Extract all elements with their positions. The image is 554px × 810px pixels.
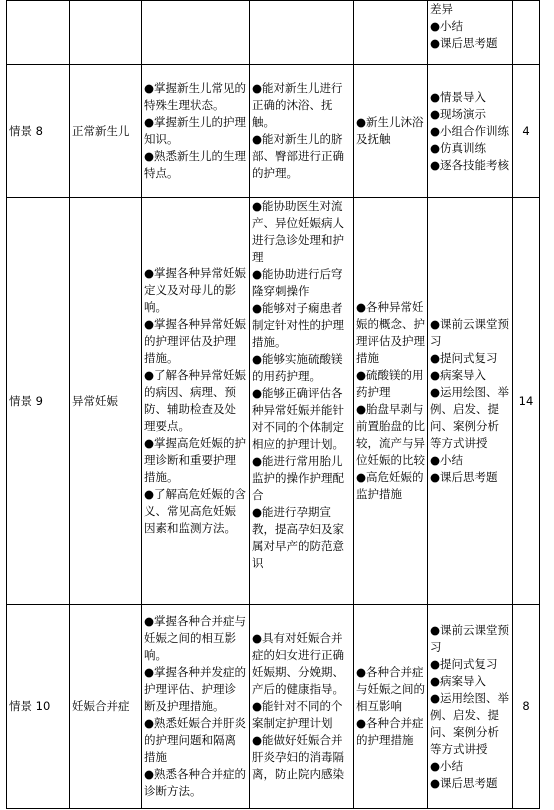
cell-line: ●各种合并症的护理措施 [356,716,424,747]
cell-line: ●现场演示 [430,106,487,121]
skills-cell [250,198,354,605]
cell-line: ●逐各技能考核 [430,157,510,172]
cell-line: ●各种异常妊娠的概念、护理评估及护理措施 [356,300,425,365]
cell-line: ●掌握新生儿常见的特殊生理状态。 [144,81,247,112]
cell-line: ●具有对妊娠合并症的妇女进行正确妊娠期、分娩期、产后的健康指导。 [252,631,344,696]
cell-line: ●提问式复习 [430,351,498,365]
scene-cell: 情景 9 [7,198,70,605]
cell-line: ●能对新生儿的脐部、臀部进行正确的护理。 [252,132,344,180]
methods-cell [428,65,513,198]
cell-line: ●课后思考题 [430,775,498,790]
key-points-cell [354,65,428,198]
cell-line: 差异 [430,2,453,16]
cell-line: ●小结 [430,19,464,33]
cell-line: ●仿真训练 [430,140,487,155]
cell-line: ●新生儿沐浴及抚触 [356,115,424,146]
skills-cell [250,1,354,65]
cell-line: ●了解各种异常妊娠的病因、病理、预防、辅助检查及处理要点。 [144,368,247,433]
methods-cell [428,1,513,65]
cell-line: ●掌握新生儿的护理知识。 [144,115,247,146]
scene-cell [7,1,70,65]
scene-cell: 情景 10 [7,605,70,809]
topic-cell: 正常新生儿 [70,65,142,198]
topic-cell [70,1,142,65]
cell-line: ●能对新生儿进行正确的沐浴、抚触。 [252,81,343,129]
cell-line: ●小组合作训练 [430,123,510,138]
hours-cell: 4 [513,65,540,198]
cell-line: ●运用绘图、举例、启发、提问、案例分析等方式讲授 [430,690,510,756]
cell-line: ●小结 [430,758,464,773]
topic-cell: 妊娠合并症 [70,605,142,809]
key-points-cell [354,198,428,605]
cell-line: ●运用绘图、举例、启发、提问、案例分析等方式讲授 [430,385,510,450]
cell-line: ●了解高危妊娠的含义、常见高危妊娠因素和监测方法。 [144,487,247,535]
cell-line: ●小结 [430,453,464,467]
topic-cell: 异常妊娠 [70,198,142,605]
skills-cell [250,605,354,809]
cell-line: ●能够正确评估各种异常妊娠并能针对不同的个体制定相应的护理计划。 [252,386,344,451]
cell-line: ●胎盘早剥与前置胎盘的比较，流产与异位妊娠的比较 [356,402,425,467]
cell-line: ●提问式复习 [430,656,498,671]
cell-line: ●高危妊娠的监护措施 [356,470,424,501]
skills-cell [250,65,354,198]
knowledge-cell [142,198,250,605]
cell-line: ●能够对子痫患者制定针对性的护理措施。 [252,301,344,349]
cell-line: ●各种合并症与妊娠之间的相互影响 [356,665,425,713]
knowledge-cell [142,65,250,198]
knowledge-cell [142,1,250,65]
hours-cell [513,1,540,65]
key-points-cell [354,1,428,65]
cell-line: ●能进行常用胎儿监护的操作护理配合 [252,454,344,502]
cell-line: ●掌握各种并发症的护理评估、护理诊断及护理措施。 [144,665,247,713]
cell-line: ●能进行孕期宣教，提高孕妇及家属对早产的防范意识 [252,505,344,570]
cell-line: ●能协助进行后穹隆穿刺操作 [252,267,343,298]
cell-line: ●课后思考题 [430,36,498,50]
table-row [7,605,540,809]
table-row [7,198,540,605]
cell-line: ●能针对不同的个案制定护理计划 [252,699,343,730]
key-points-cell [354,605,428,809]
cell-line: ●课前云课堂预习 [430,622,510,654]
cell-line: ●能做好妊娠合并肝炎孕妇的消毒隔离，防止院内感染 [252,733,344,781]
cell-line: ●掌握各种合并症与妊娠之间的相互影响。 [144,614,247,662]
cell-line: ●熟悉妊娠合并肝炎的护理问题和隔离措施 [144,716,247,764]
cell-line: ●硫酸镁的用药护理 [356,368,424,399]
methods-cell [428,605,513,809]
cell-line: ●病案导入 [430,673,487,688]
scene-cell: 情景 8 [7,65,70,198]
methods-cell [428,198,513,605]
hours-cell: 8 [513,605,540,809]
table-row [7,1,540,65]
cell-line: ●掌握高危妊娠的护理诊断和重要护理措施。 [144,436,247,484]
cell-line: ●熟悉新生儿的生理特点。 [144,149,247,180]
cell-line: ●课前云课堂预习 [430,317,510,348]
cell-line: ●熟悉各种合并症的诊断方法。 [144,767,247,798]
curriculum-table [6,0,540,809]
knowledge-cell [142,605,250,809]
cell-line: ●能协助医生对流产、异位妊娠病人进行急诊处理和护理 [252,199,344,264]
cell-line: ●情景导入 [430,89,487,104]
cell-line: ●病案导入 [430,368,487,382]
cell-line: ●能够实施硫酸镁的用药护理。 [252,352,343,383]
hours-cell: 14 [513,198,540,605]
cell-line: ●课后思考题 [430,470,498,484]
cell-line: ●掌握各种异常妊娠定义及对母儿的影响。 [144,266,247,314]
table-row [7,65,540,198]
cell-line: ●掌握各种异常妊娠的护理评估及护理措施。 [144,317,247,365]
